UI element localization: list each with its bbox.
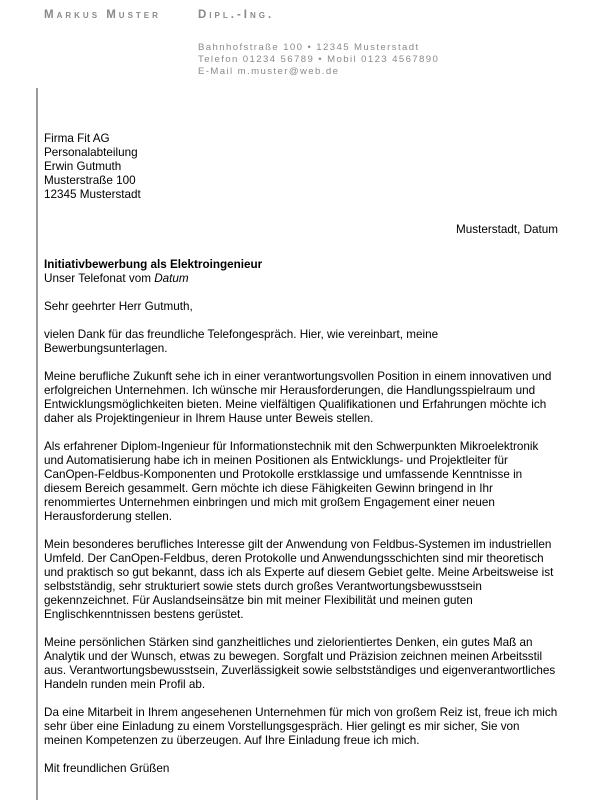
paragraph-6: Da eine Mitarbeit in Ihrem angesehenen Unternehmen für mich von großem Reiz ist, freue ich mich sehr über eine Einladung zu einem Vorstellungsgespräch. Hier gelingt es mir sicher, Sie von meinen Kompetenzen zu überzeugen. Auf Ihre Einladung freue ich mich. (44, 706, 558, 747)
sender-email: E-Mail m.muster@web.de (198, 66, 340, 77)
paragraph-2: Meine berufliche Zukunft sehe ich in einer verantwortungsvollen Position in einem innovativen und erfolgreichen Unternehmen. Ich wünsche mir Herausforderungen, die Handlungsspielraum und Entwicklungsmöglichkeiten bieten. Meine vielfältigen Qualifikationen und Erfahrungen möchte ich daher als Projektingenieur in Ihrem Hause unter Beweis stellen. (44, 370, 552, 425)
sender-address: Bahnhofstraße 100 • 12345 Musterstadt (198, 42, 420, 53)
margin-rule (36, 88, 38, 800)
paragraph-5: Meine persönlichen Stärken sind ganzheitliches und zielorientiertes Denken, ein gutes Maß an Analytik und der Wunsch, etwas zu bewegen. Sorgfalt und Präzision zeichnen meinen Arbeitsstil aus. Verantwortungsbewusstsein, Zuverlässigkeit sowie selbstständiges und eigenverantwortliches Handeln runden mein Profil ab. (44, 636, 556, 691)
subject-subline-date: Datum (154, 272, 189, 285)
recipient-person: Erwin Gutmuth (44, 160, 122, 173)
letter-date: Musterstadt, Datum (456, 223, 558, 236)
sender-phone: Telefon 01234 56789 • Mobil 0123 4567890 (198, 54, 440, 65)
recipient-city: 12345 Musterstadt (44, 188, 141, 201)
subject-subline (44, 272, 558, 286)
salutation: Sehr geehrter Herr Gutmuth, (44, 300, 193, 313)
paragraph-3: Als erfahrener Diplom-Ingenieur für Informationstechnik mit den Schwerpunkten Mikroelektronik und Automatisierung habe ich in meinen Positionen als Entwicklungs- und Projektleiter für CanOpen-Feldbus-Komponenten und Protokolle erstklassige und umfassende Kenntnisse in diesem Bereich gesammelt. Gern möchte ich diese Fähigkeiten Gewinn bringend in Ihr renommiertes Unternehmen einbringen und mich mit großem Engagement einer neuen Herausforderung stellen. (44, 440, 539, 523)
sender-contact (198, 42, 439, 78)
sender-title: Dipl.-Ing. (198, 9, 275, 21)
paragraph-1: vielen Dank für das freundliche Telefongespräch. Hier, wie vereinbart, meine Bewerbungsunterlagen. (44, 328, 439, 355)
recipient-street: Musterstraße 100 (44, 174, 136, 187)
subject (44, 258, 558, 286)
recipient-company: Firma Fit AG (44, 132, 110, 145)
subject-subline-text: Unser Telefonat vom (44, 272, 155, 285)
recipient-address (44, 132, 558, 202)
paragraph-4: Mein besonderes berufliches Interesse gilt der Anwendung von Feldbus-Systemen im industriellen Umfeld. Der CanOpen-Feldbus, deren Protokolle und Anwendungsschichten sind mir theoretisch und praktisch so gut bekannt, dass ich als Experte auf diesem Gebiet gelte. Meine Arbeitsweise ist selbstständig, sehr strukturiert sowie stets durch großes Verantwortungsbewusstsein gekennzeichnet. Für Auslandseinsätze bin mit meiner Flexibilität und meinen guten Englischkenntnissen bestens gerüstet. (44, 538, 554, 621)
sender-name: Markus Muster (44, 9, 161, 21)
closing: Mit freundlichen Grüßen (44, 762, 170, 775)
subject-title: Initiativbewerbung als Elektroingenieur (44, 258, 263, 271)
recipient-department: Personalabteilung (44, 146, 138, 159)
letter-body (44, 132, 558, 790)
